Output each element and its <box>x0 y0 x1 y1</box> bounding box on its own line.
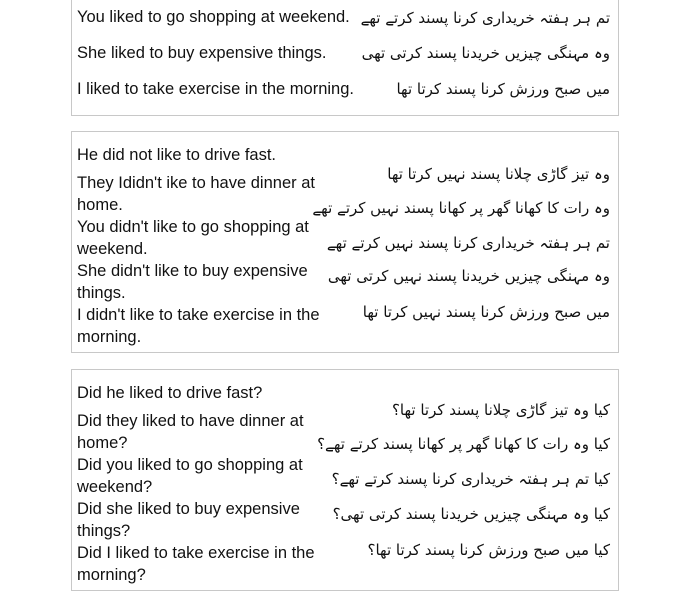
english-sentence: You didn't like to go shopping at weekend. <box>77 218 309 258</box>
english-sentence: She liked to buy expensive things. <box>77 44 327 62</box>
english-sentence: Did he liked to drive fast? <box>77 384 263 402</box>
english-sentence: They Ididn't ike to have dinner at home. <box>77 174 315 214</box>
urdu-translation: تم ہر ہفتہ خریداری کرنا پسند کرتے تھے <box>360 9 610 27</box>
english-sentence: Did I liked to take exercise in the morning? <box>77 544 315 584</box>
urdu-translation: تم ہر ہفتہ خریداری کرنا پسند نہیں کرتے تھے <box>326 234 610 252</box>
urdu-translation: کیا میں صبح ورزش کرنا پسند کرتا تھا؟ <box>367 541 610 559</box>
english-sentence: Did they liked to have dinner at home? <box>77 412 304 452</box>
urdu-translation: میں صبح ورزش کرنا پسند کرتا تھا <box>396 80 610 98</box>
urdu-translation: وہ مہنگی چیزیں خریدنا پسند نہیں کرتی تھی <box>327 267 610 285</box>
english-sentence: I didn't like to take exercise in the morning. <box>77 306 320 346</box>
urdu-translation: میں صبح ورزش کرنا پسند نہیں کرتا تھا <box>362 303 610 321</box>
urdu-translation: وہ تیز گاڑی چلانا پسند نہیں کرتا تھا <box>387 165 610 183</box>
english-sentence: He did not like to drive fast. <box>77 146 277 164</box>
urdu-translation: کیا تم ہر ہفتہ خریداری کرنا پسند کرتے تھے؟ <box>331 470 610 488</box>
english-sentence: Did she liked to buy expensive things? <box>77 500 300 540</box>
section-interrogative <box>71 369 619 591</box>
urdu-translation: وہ مہنگی چیزیں خریدنا پسند کرتی تھی <box>361 44 610 62</box>
urdu-translation: وہ رات کا کھانا گھر پر کھانا پسند نہیں کرتے تھے <box>312 199 610 217</box>
english-sentence: She didn't like to buy expensive things. <box>77 262 308 302</box>
english-sentence: I liked to take exercise in the morning. <box>77 80 354 98</box>
section-affirmative <box>71 0 619 116</box>
english-sentence: You liked to go shopping at weekend. <box>77 8 350 26</box>
urdu-translation: کیا وہ رات کا کھانا گھر پر کھانا پسند کرتے تھے؟ <box>317 435 610 453</box>
english-sentence: Did you liked to go shopping at weekend? <box>77 456 303 496</box>
urdu-translation: کیا وہ تیز گاڑی چلانا پسند کرتا تھا؟ <box>391 401 610 419</box>
section-negative <box>71 131 619 353</box>
urdu-translation: کیا وہ مہنگی چیزیں خریدنا پسند کرتی تھی؟ <box>332 505 610 523</box>
